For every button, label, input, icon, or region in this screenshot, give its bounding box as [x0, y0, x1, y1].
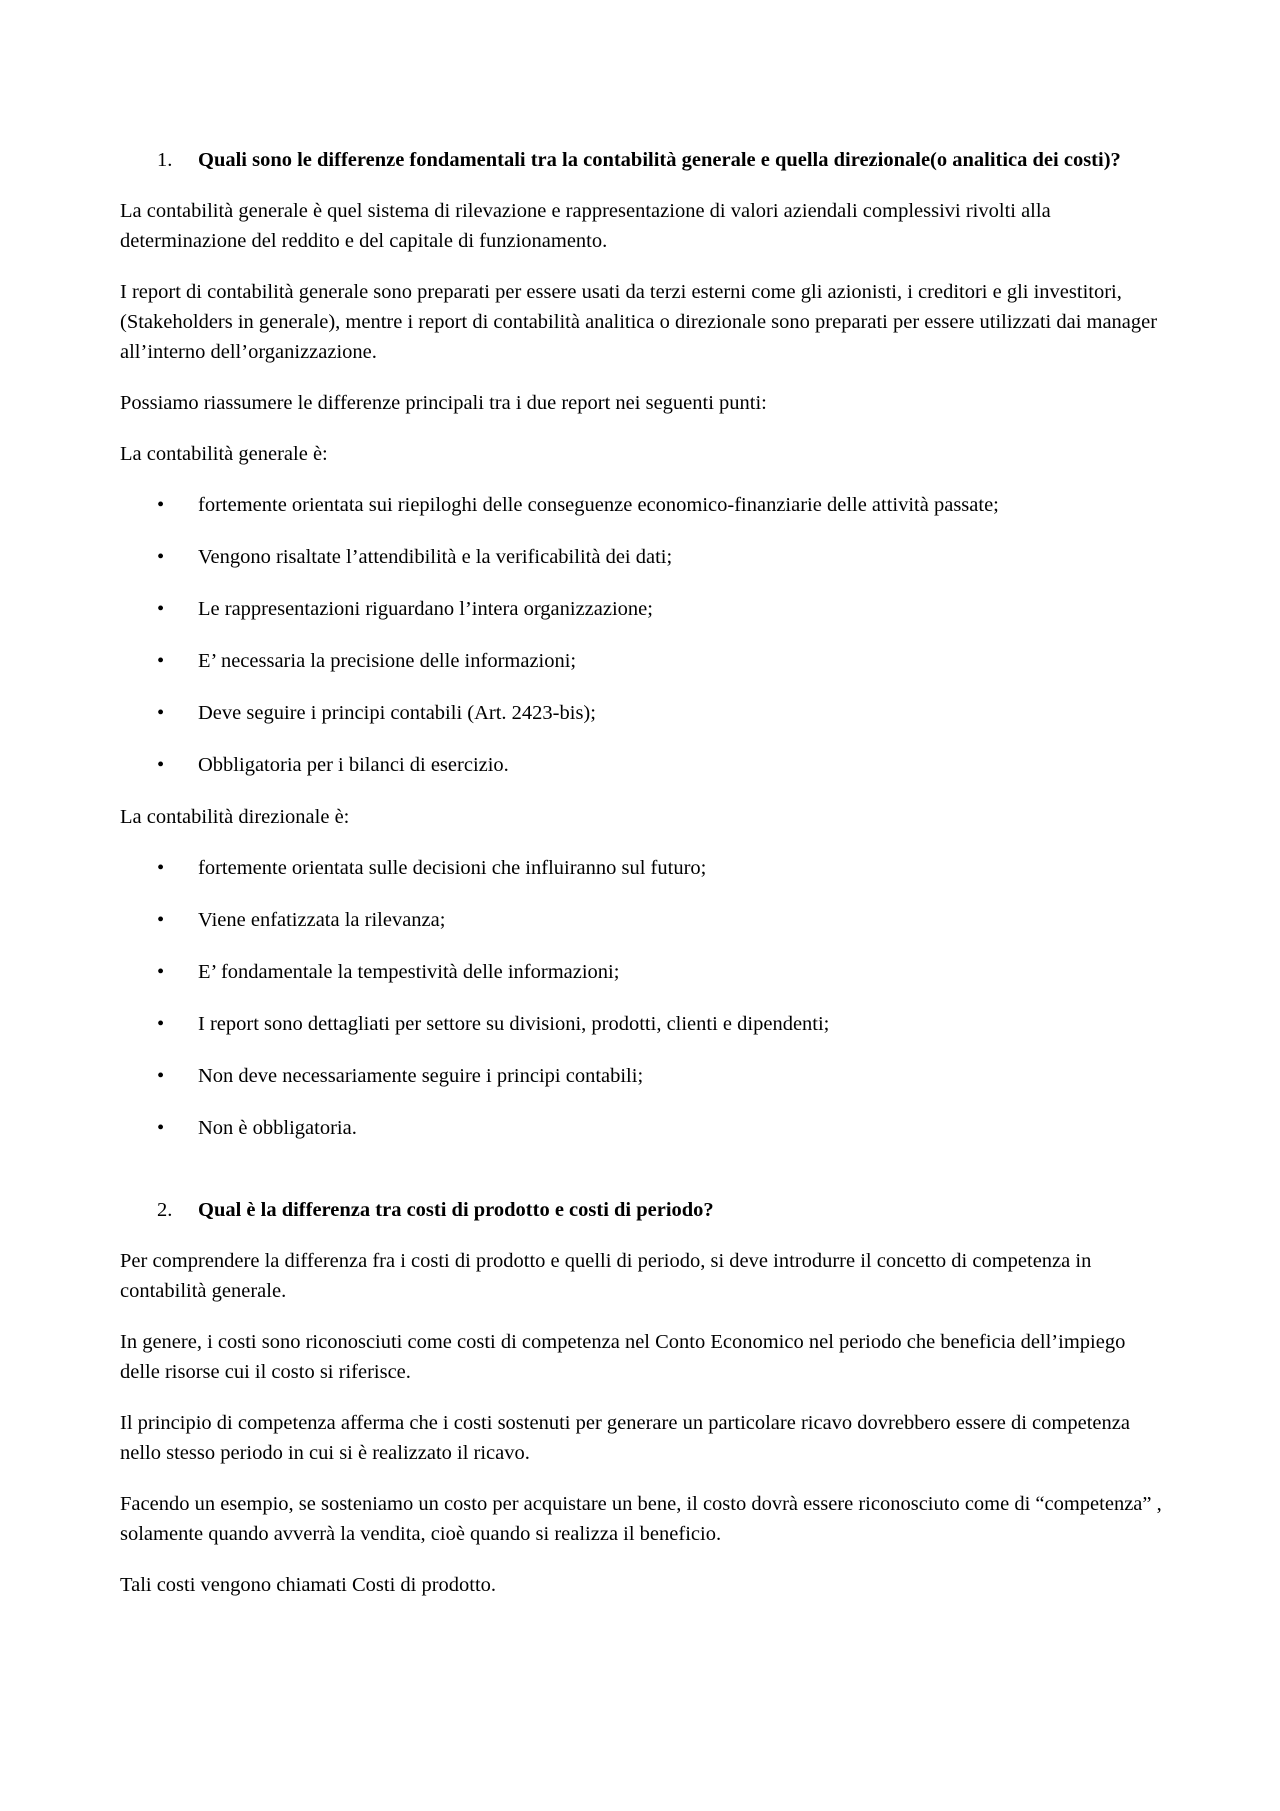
bullet-icon: • [157, 1065, 165, 1087]
list-item: • Non è obbligatoria. [120, 1113, 1170, 1143]
bullet-icon: • [157, 650, 165, 672]
list-item: • fortemente orientata sui riepiloghi delle conseguenze economico-finanziarie delle attività passate; [120, 490, 1170, 520]
question-2-heading [120, 1195, 1170, 1225]
question-1-number: 1. [157, 149, 173, 171]
list-item: • Obbligatoria per i bilanci di esercizio. [120, 750, 1170, 780]
list-item: • Deve seguire i principi contabili (Art. 2423-bis); [120, 698, 1170, 728]
managerial-accounting-list [120, 853, 1170, 1143]
list-item: • I report sono dettagliati per settore su divisioni, prodotti, clienti e dipendenti; [120, 1009, 1170, 1039]
bullet-icon: • [157, 1117, 165, 1139]
bullet-icon: • [157, 857, 165, 879]
section-spacer [120, 1165, 1170, 1195]
bullet-icon: • [157, 961, 165, 983]
question-2-number: 2. [157, 1199, 173, 1221]
q1-paragraph-3: Possiamo riassumere le differenze principali tra i due report nei seguenti punti: [120, 392, 767, 414]
bullet-icon: • [157, 1013, 165, 1035]
bullet-icon: • [157, 494, 165, 516]
q2-paragraph-3: Il principio di competenza afferma che i costi sostenuti per generare un particolare ricavo dovrebbero essere di competenza nello stesso periodo in cui si è realizzato il ricavo. [120, 1412, 1130, 1464]
general-accounting-heading: La contabilità generale è: [120, 443, 328, 465]
list-item: • Viene enfatizzata la rilevanza; [120, 905, 1170, 935]
question-2-title: Qual è la differenza tra costi di prodotto e costi di periodo? [198, 1199, 714, 1221]
q1-paragraph-1: La contabilità generale è quel sistema di rilevazione e rappresentazione di valori aziendali complessivi rivolti alla determinazione del reddito e del capitale di funzionamento. [120, 200, 1051, 252]
list-item: • E’ fondamentale la tempestività delle informazioni; [120, 957, 1170, 987]
q1-paragraph-2: I report di contabilità generale sono preparati per essere usati da terzi esterni come gli azionisti, i creditori e gli investitori, (Stakeholders in generale), mentre i report di contabilità analitica o direzionale sono preparati per essere utilizzati dai manager all’interno dell’organizzazione. [120, 281, 1158, 363]
q2-paragraph-1: Per comprendere la differenza fra i costi di prodotto e quelli di periodo, si deve introdurre il concetto di competenza in contabilità generale. [120, 1250, 1092, 1302]
managerial-accounting-heading: La contabilità direzionale è: [120, 806, 350, 828]
bullet-icon: • [157, 546, 165, 568]
list-item: • fortemente orientata sulle decisioni che influiranno sul futuro; [120, 853, 1170, 883]
bullet-icon: • [157, 909, 165, 931]
q2-paragraph-2: In genere, i costi sono riconosciuti come costi di competenza nel Conto Economico nel periodo che beneficia dell’impiego delle risorse cui il costo si riferisce. [120, 1331, 1126, 1383]
list-item: • Le rappresentazioni riguardano l’intera organizzazione; [120, 594, 1170, 624]
question-1-heading [120, 145, 1170, 175]
general-accounting-list [120, 490, 1170, 780]
bullet-icon: • [157, 702, 165, 724]
list-item: • Non deve necessariamente seguire i principi contabili; [120, 1061, 1170, 1091]
bullet-icon: • [157, 754, 165, 776]
list-item: • Vengono risaltate l’attendibilità e la verificabilità dei dati; [120, 542, 1170, 572]
q2-paragraph-4: Facendo un esempio, se sosteniamo un costo per acquistare un bene, il costo dovrà essere riconosciuto come di “competenza” , solamente quando avverrà la vendita, cioè quando si realizza il beneficio. [120, 1493, 1162, 1545]
bullet-icon: • [157, 598, 165, 620]
q2-paragraph-5: Tali costi vengono chiamati Costi di prodotto. [120, 1574, 497, 1596]
question-1-title: Quali sono le differenze fondamentali tra la contabilità generale e quella direzionale(o analitica dei costi)? [198, 149, 1121, 171]
document-page [120, 145, 1170, 1621]
list-item: • E’ necessaria la precisione delle informazioni; [120, 646, 1170, 676]
